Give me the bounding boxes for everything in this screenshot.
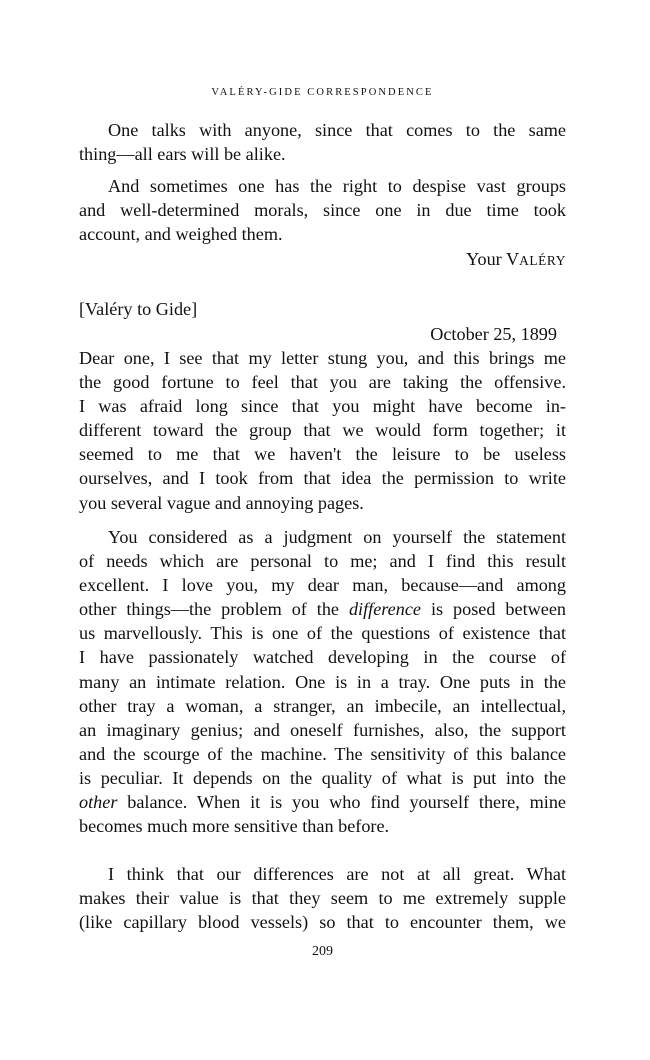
text-line: other tray a woman, a stranger, an imbecile, an intellectual, — [79, 695, 566, 716]
text-line: (like capillary blood vessels) so that to encounter them, we — [79, 912, 566, 933]
text-line: of needs which are personal to me; and I find this result — [79, 551, 566, 572]
paragraph-5 — [79, 862, 566, 934]
text-line: an imaginary genius; and oneself furnishes, also, the support — [79, 719, 566, 740]
text-line: account, and weighed them. — [79, 224, 283, 245]
paragraph-2 — [79, 174, 566, 246]
paragraph-4 — [79, 525, 566, 838]
letter-heading-block — [79, 297, 566, 321]
letter-date: October 25, 1899 — [430, 324, 557, 344]
date-block — [79, 322, 566, 346]
text-line: other balance. When it is you who find yourself there, mine — [79, 792, 566, 813]
page-number: 209 — [312, 944, 333, 959]
text-line: thing—all ears will be alike. — [79, 144, 286, 165]
text-line: One talks with anyone, since that comes to the same — [108, 120, 566, 140]
text-line: becomes much more sensitive than before. — [79, 816, 390, 837]
text-line: makes their value is that they seem to me extremely supple — [79, 888, 566, 909]
text-line: you several vague and annoying pages. — [79, 492, 364, 513]
signature-initial: V — [505, 249, 520, 269]
text-line: the good fortune to feel that you are taking the offensive. — [79, 372, 566, 393]
text-line: is peculiar. It depends on the quality of what is put into the — [79, 767, 566, 788]
text-line: different toward the group that we would form together; it — [79, 420, 566, 441]
text-line: many an intimate relation. One is in a tray. One puts in the — [79, 671, 566, 692]
text-line: and the scourge of the machine. The sensitivity of this balance — [79, 743, 566, 764]
text-line: I have passionately watched developing in the course of — [79, 647, 566, 668]
text-line: You considered as a judgment on yourself the statement — [108, 527, 566, 547]
signature — [79, 247, 566, 271]
signature-name: ALÉRY — [519, 253, 566, 268]
text-line: excellent. I love you, my dear man, because—and among — [79, 575, 566, 596]
text-line: us marvellously. This is one of the questions of existence that — [79, 623, 566, 644]
running-head: VALÉRY-GIDE CORRESPONDENCE — [211, 87, 434, 98]
paragraph-3 — [79, 346, 566, 515]
text-line: I think that our differences are not at all great. What — [108, 864, 566, 884]
emphasis-difference: difference — [348, 599, 421, 620]
letter-heading: [Valéry to Gide] — [79, 299, 198, 319]
text-line: Dear one, I see that my letter stung you, and this brings me — [79, 348, 566, 368]
text-line: I was afraid long since that you might have become in- — [79, 396, 566, 417]
emphasis-other: other — [79, 792, 118, 813]
text-line: other things—the problem of the difference is posed between — [79, 599, 566, 620]
paragraph-1 — [79, 118, 566, 166]
text-line: and well-determined morals, since one in due time took — [79, 200, 566, 221]
text-line: And sometimes one has the right to despise vast groups — [108, 176, 566, 196]
text-line: seemed to me that we haven't the leisure to be useless — [79, 444, 566, 465]
signature-prefix: Your — [466, 249, 506, 269]
text-line: ourselves, and I took from that idea the permission to write — [79, 468, 566, 489]
